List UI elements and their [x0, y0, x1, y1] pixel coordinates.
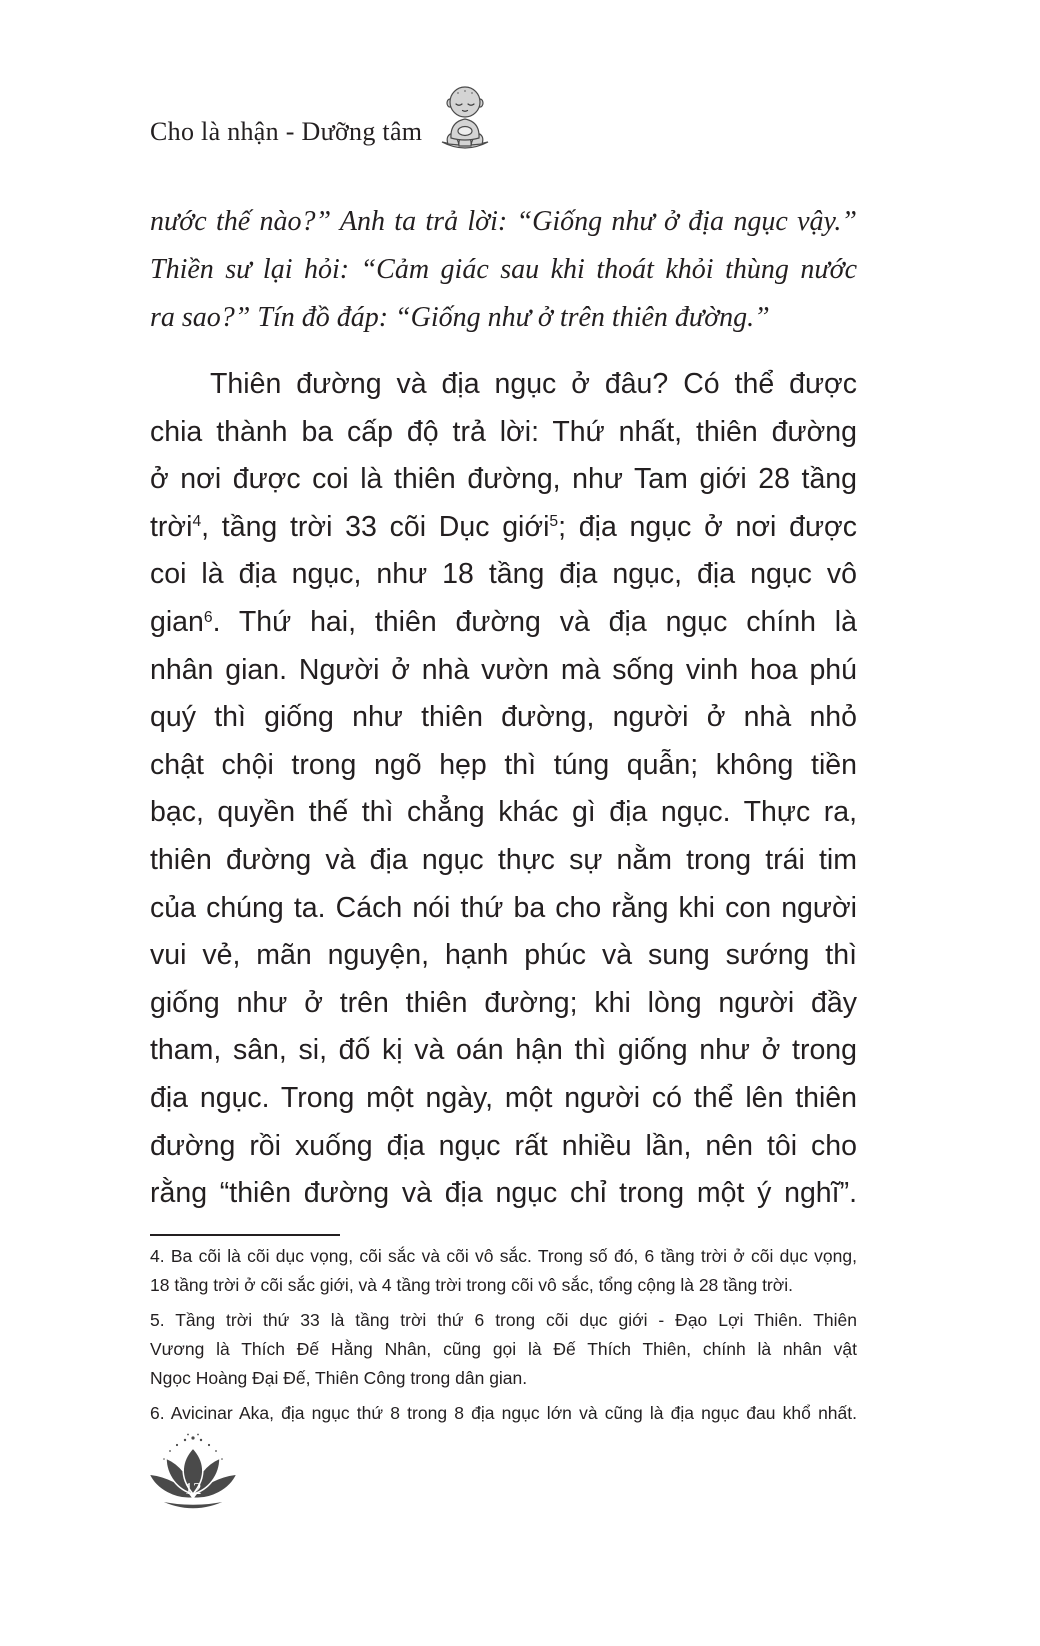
footnote-ref-6: 6 — [203, 608, 213, 626]
footnote-5 — [150, 1306, 857, 1393]
body-line: nhân gian. Người ở nhà vườn mà sống vinh hoa phú — [150, 653, 857, 686]
quote-line: ra sao?” Tín đồ đáp: “Giống như ở trên thiên đường.” — [150, 302, 770, 333]
footnote-divider — [150, 1234, 340, 1236]
footnotes — [150, 1242, 857, 1434]
footnote-6 — [150, 1399, 857, 1428]
body-line: tham, sân, si, đố kị và oán hận thì giống như ở trong — [150, 1034, 857, 1067]
text-run: , tầng trời 33 cõi Dục giới — [201, 510, 550, 543]
body-line: của chúng ta. Cách nói thứ ba cho rằng khi con người — [150, 891, 857, 924]
body-line: đường rồi xuống địa ngục rất nhiều lần, nên tôi cho — [150, 1129, 857, 1162]
body-line — [150, 504, 857, 552]
quote-line: Thiền sư lại hỏi: “Cảm giác sau khi thoát khỏi thùng nước — [150, 254, 857, 285]
text-run: gian — [150, 605, 204, 638]
footnote-line: 18 tầng trời ở cõi sắc giới, và 4 tầng trời trong cõi vô sắc, tổng cộng là 28 tầng trời. — [150, 1275, 793, 1295]
footnote-line: 6. Avicinar Aka, địa ngục thứ 8 trong 8 địa ngục lớn và cũng là địa ngục đau khổ nhất. — [150, 1403, 857, 1423]
body-line: thiên đường và địa ngục thực sự nằm trong trái tim — [150, 843, 857, 876]
lotus-icon — [146, 1432, 240, 1514]
body-line: bạc, quyền thế thì chẳng khác gì địa ngục. Thực ra, — [150, 796, 857, 829]
body-line: chật chội trong ngõ hẹp thì túng quẫn; không tiền — [150, 748, 857, 781]
body-line: quý thì giống như thiên đường, người ở nhà nhỏ — [150, 701, 857, 734]
body-line: địa ngục. Trong một ngày, một người có thể lên thiên — [150, 1081, 857, 1114]
footnote-line: 4. Ba cõi là cõi dục vọng, cõi sắc và cõi vô sắc. Trong số đó, 6 tầng trời ở cõi dục vọng, — [150, 1246, 857, 1266]
body-line: chia thành ba cấp độ trả lời: Thứ nhất, thiên đường — [150, 415, 857, 448]
footnote-line: Ngọc Hoàng Đại Đế, Thiên Công trong dân gian. — [150, 1368, 528, 1388]
text-run: ; địa ngục ở nơi được — [558, 510, 857, 543]
body-line — [150, 599, 857, 647]
main-paragraph — [150, 361, 857, 1218]
monk-icon — [436, 82, 494, 152]
quote-line: nước thế nào?” Anh ta trả lời: “Giống như ở địa ngục vậy.” — [150, 206, 857, 237]
body-line: vui vẻ, mãn nguyện, hạnh phúc và sung sướng thì — [150, 939, 857, 972]
body-line: rằng “thiên đường và địa ngục chỉ trong một ý nghĩ”. — [150, 1177, 857, 1210]
body-line: coi là địa ngục, như 18 tầng địa ngục, địa ngục vô — [150, 558, 857, 591]
footnote-ref-4: 4 — [192, 513, 202, 531]
page-number: 12 — [184, 1479, 202, 1498]
footnote-ref-5: 5 — [549, 513, 559, 531]
body-line: Thiên đường và địa ngục ở đâu? Có thể được — [210, 368, 857, 400]
body-line: giống như ở trên thiên đường; khi lòng người đầy — [150, 986, 857, 1019]
footnote-4 — [150, 1242, 857, 1300]
running-header: Cho là nhận - Dưỡng tâm — [150, 117, 423, 146]
quote-paragraph — [150, 198, 857, 342]
footnote-line: 5. Tầng trời thứ 33 là tầng trời thứ 6 trong cõi dục giới - Đạo Lợi Thiên. Thiên — [150, 1310, 857, 1330]
text-run: trời — [150, 510, 193, 543]
text-run: . Thứ hai, thiên đường và địa ngục chính là — [212, 605, 857, 638]
footnote-line: Vương là Thích Đế Hằng Nhân, cũng gọi là Đế Thích Thiên, chính là nhân vật — [150, 1339, 857, 1359]
body-line: ở nơi được coi là thiên đường, như Tam giới 28 tầng — [150, 463, 857, 496]
